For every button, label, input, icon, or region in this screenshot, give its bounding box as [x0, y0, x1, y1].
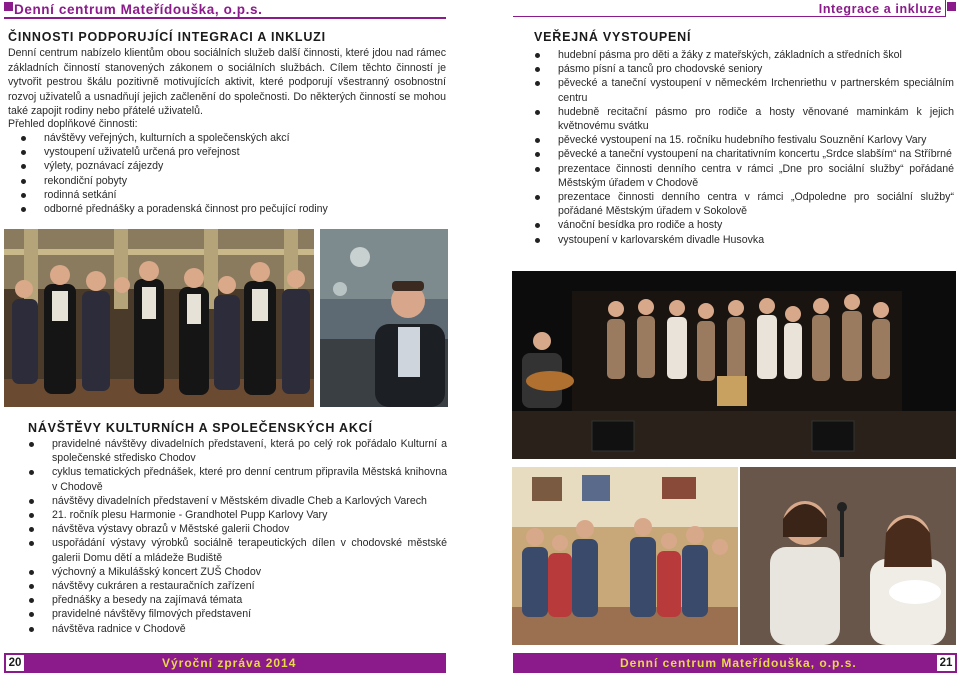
list-item: hudebně recitační pásmo pro rodiče a hosty věnované maminkám k jejich květnovému svátku — [526, 105, 954, 133]
list-item: odborné přednášky a poradenská činnost pro pečující rodiny — [12, 202, 446, 216]
list-item: prezentace činnosti denního centra v rámci „Dne pro sociální služby“ pořádané Městským úřadem v Chodově — [526, 162, 954, 190]
list-item: výlety, poznávací zájezdy — [12, 159, 446, 173]
photo-stage-performance — [512, 271, 956, 459]
list-item: pěvecké vystoupení na 15. ročníku hudebního festivalu Souznění Karlovy Vary — [526, 133, 954, 147]
header-right-square — [947, 2, 956, 11]
list-item: pravidelné návštěvy filmových představení — [20, 607, 447, 621]
page-number-left: 20 — [4, 653, 26, 673]
list-item: uspořádání výstavy výrobků sociálně terapeutických dílen v chodovské městské galerii Domu dětí a mládeže Budiště — [20, 536, 447, 564]
list-item: návštěvy divadelních představení v Městském divadle Cheb a Karlových Varech — [20, 494, 447, 508]
header-left-square — [4, 2, 13, 11]
page-number-right: 21 — [935, 653, 957, 673]
integration-paragraph: Denní centrum nabízelo klientům obou sociálních služeb další činnosti, které jdou nad rámec základních činností stanovených zákonem o sociálních službách. Cílem těchto činností je vytvořit pestrou škálu pozitivně motivujících aktivit, které podporují všestranný osobnostní rozvoj uživatelů a usnadňují jejich začlenění do společnosti. Do některých činností se mohou také zapojit rodiny nebo přátelé uživatelů. — [8, 47, 446, 118]
header-left-rule — [4, 17, 446, 19]
photo-gallery-visit — [512, 467, 738, 645]
section-title-performances: VEŘEJNÁ VYSTOUPENÍ — [534, 30, 692, 44]
list-item: návštěva radnice v Chodově — [20, 622, 447, 636]
list-item: návštěvy veřejných, kulturních a společenských akcí — [12, 131, 446, 145]
photo-young-man — [320, 229, 448, 407]
list-item: pravidelné návštěvy divadelních představení, která po celý rok pořádalo Kulturní a společenské středisko Chodov — [20, 437, 447, 465]
photo-girls-singing — [740, 467, 956, 645]
list-item: návštěvy cukráren a restauračních zařízení — [20, 579, 447, 593]
list-item: rodinná setkání — [12, 188, 446, 202]
list-item: pásmo písní a tanců pro chodovské seniory — [526, 62, 954, 76]
list-item: cyklus tematických přednášek, které pro denní centrum připravila Městská knihovna v Chodově — [20, 465, 447, 493]
list-item: rekondiční pobyty — [12, 174, 446, 188]
list-item: prezentace činnosti denního centra v rámci „Odpoledne pro sociální služby“ pořádané Městským úřadem v Sokolově — [526, 190, 954, 218]
list-item: vystoupení v karlovarském divadle Husovka — [526, 233, 954, 247]
footer-report-title: Výroční zpráva 2014 — [162, 656, 297, 670]
list-item: výchovný a Mikulášský koncert ZUŠ Chodov — [20, 565, 447, 579]
performances-list — [526, 48, 954, 247]
activities-list-intro: Přehled doplňkové činnosti: — [8, 118, 138, 130]
list-item: návštěva výstavy obrazů v Městské galerii Chodov — [20, 522, 447, 536]
page-title-right: Integrace a inkluze — [818, 2, 942, 16]
list-item: pěvecké a taneční vystoupení v německém Irchenriethu v partnerském speciálním centru — [526, 76, 954, 104]
list-item: vánoční besídka pro rodiče a hosty — [526, 218, 954, 232]
cultural-visits-list — [20, 437, 447, 636]
footer-organization: Denní centrum Mateřídouška, o.p.s. — [620, 656, 857, 670]
list-item: přednášky a besedy na zajímavá témata — [20, 593, 447, 607]
activities-list — [12, 131, 446, 216]
list-item: hudební pásma pro děti a žáky z mateřských, základních a středních škol — [526, 48, 954, 62]
list-item: vystoupení uživatelů určená pro veřejnost — [12, 145, 446, 159]
section-title-integration: ČINNOSTI PODPORUJÍCÍ INTEGRACI A INKLUZI — [8, 30, 326, 44]
section-title-cultural-visits: NÁVŠTĚVY KULTURNÍCH A SPOLEČENSKÝCH AKCÍ — [28, 421, 373, 435]
page-title-left: Denní centrum Mateřídouška, o.p.s. — [14, 2, 263, 17]
photo-ball-group — [4, 229, 314, 407]
list-item: pěvecké a taneční vystoupení na charitativním koncertu „Srdce slabším“ na Stříbrné — [526, 147, 954, 161]
list-item: 21. ročník plesu Harmonie - Grandhotel Pupp Karlovy Vary — [20, 508, 447, 522]
